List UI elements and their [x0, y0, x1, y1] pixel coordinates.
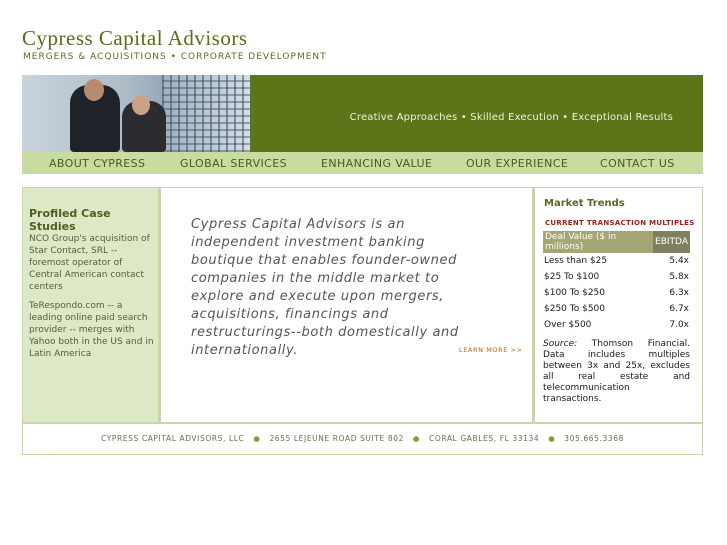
column-divider [158, 188, 161, 422]
footer-city: CORAL GABLES, FL 33134 [429, 434, 540, 443]
footer-address: 2655 LEJEUNE ROAD SUITE 802 [269, 434, 404, 443]
nav-enhancing-value[interactable]: ENHANCING VALUE [321, 157, 433, 170]
footer-company: CYPRESS CAPITAL ADVISORS, LLC [101, 434, 245, 443]
case-study-link[interactable]: NCO Group's acquisition of Star Contact, SRL -- foremost operator of Central American contact centers [29, 234, 150, 292]
deal-range: $25 To $100 [544, 272, 600, 282]
bullet-icon: ● [412, 434, 421, 443]
multiple-value: 7.0x [669, 320, 689, 330]
case-studies-title: Profiled Case Studies [29, 207, 111, 233]
nav-about-cypress[interactable]: ABOUT CYPRESS [49, 157, 146, 170]
bullet-icon: ● [548, 434, 556, 443]
table-row [543, 317, 690, 333]
businessman-head [84, 79, 104, 101]
learn-more-link[interactable]: LEARN MORE >> [459, 346, 523, 354]
table-row [543, 269, 690, 285]
data-source-note [543, 339, 690, 405]
ebitda-header: EBITDA [653, 231, 690, 253]
source-text: Thomson Financial. Data includes multiples between 3x and 25x, excludes all real estate and telecommunication transactions. [543, 339, 690, 404]
case-studies-sidebar [23, 188, 158, 422]
intro-paragraph: Cypress Capital Advisors is an independent investment banking boutique that enables founder-owned companies in the middle market to explore and execute upon mergers, acquisitions, financings and restructurings--both domestically and internationally. [191, 217, 459, 358]
market-trends-subtitle: CURRENT TRANSACTION MULTIPLES [545, 219, 695, 227]
site-logo-subtitle: MERGERS & ACQUISITIONS • CORPORATE DEVELOPMENT [23, 52, 327, 62]
deal-value-header: Deal Value ($ in millions) [545, 232, 617, 252]
deal-range: $100 To $250 [544, 288, 606, 298]
deal-range: Over $500 [544, 320, 592, 330]
table-row [543, 253, 690, 269]
market-trends-title: Market Trends [544, 198, 625, 209]
deal-range: Less than $25 [544, 256, 608, 266]
source-label: Source: [543, 339, 578, 349]
bullet-icon: ● [253, 434, 261, 443]
multiple-value: 5.4x [669, 256, 689, 266]
nav-global-services[interactable]: GLOBAL SERVICES [180, 157, 287, 170]
glass-building-image [162, 75, 250, 152]
nav-our-experience[interactable]: OUR EXPERIENCE [466, 157, 569, 170]
market-trends-panel [535, 188, 702, 422]
table-row [543, 301, 690, 317]
business-people-photo [22, 75, 250, 152]
banner-tagline: Creative Approaches • Skilled Execution • Exceptional Results [349, 112, 673, 123]
multiple-value: 6.3x [669, 288, 689, 298]
hero-banner [22, 75, 703, 152]
footer-contact-line [23, 434, 702, 443]
site-logo-title[interactable]: Cypress Capital Advisors [22, 26, 248, 50]
businesswoman-head [132, 95, 150, 115]
case-study-link[interactable]: TeRespondo.com -- a leading online paid search provider -- merges with Yahoo both in the US and in Latin America [29, 301, 154, 359]
main-content [22, 187, 703, 423]
nav-contact-us[interactable]: CONTACT US [600, 157, 675, 170]
site-footer [22, 423, 703, 455]
multiple-value: 6.7x [669, 304, 689, 314]
multiple-value: 5.8x [669, 272, 689, 282]
main-navigation [22, 152, 703, 174]
deal-range: $250 To $500 [544, 304, 606, 314]
multiples-table [543, 231, 690, 333]
footer-phone: 305.665.3368 [564, 434, 624, 443]
table-row [543, 285, 690, 301]
table-header [543, 231, 690, 253]
